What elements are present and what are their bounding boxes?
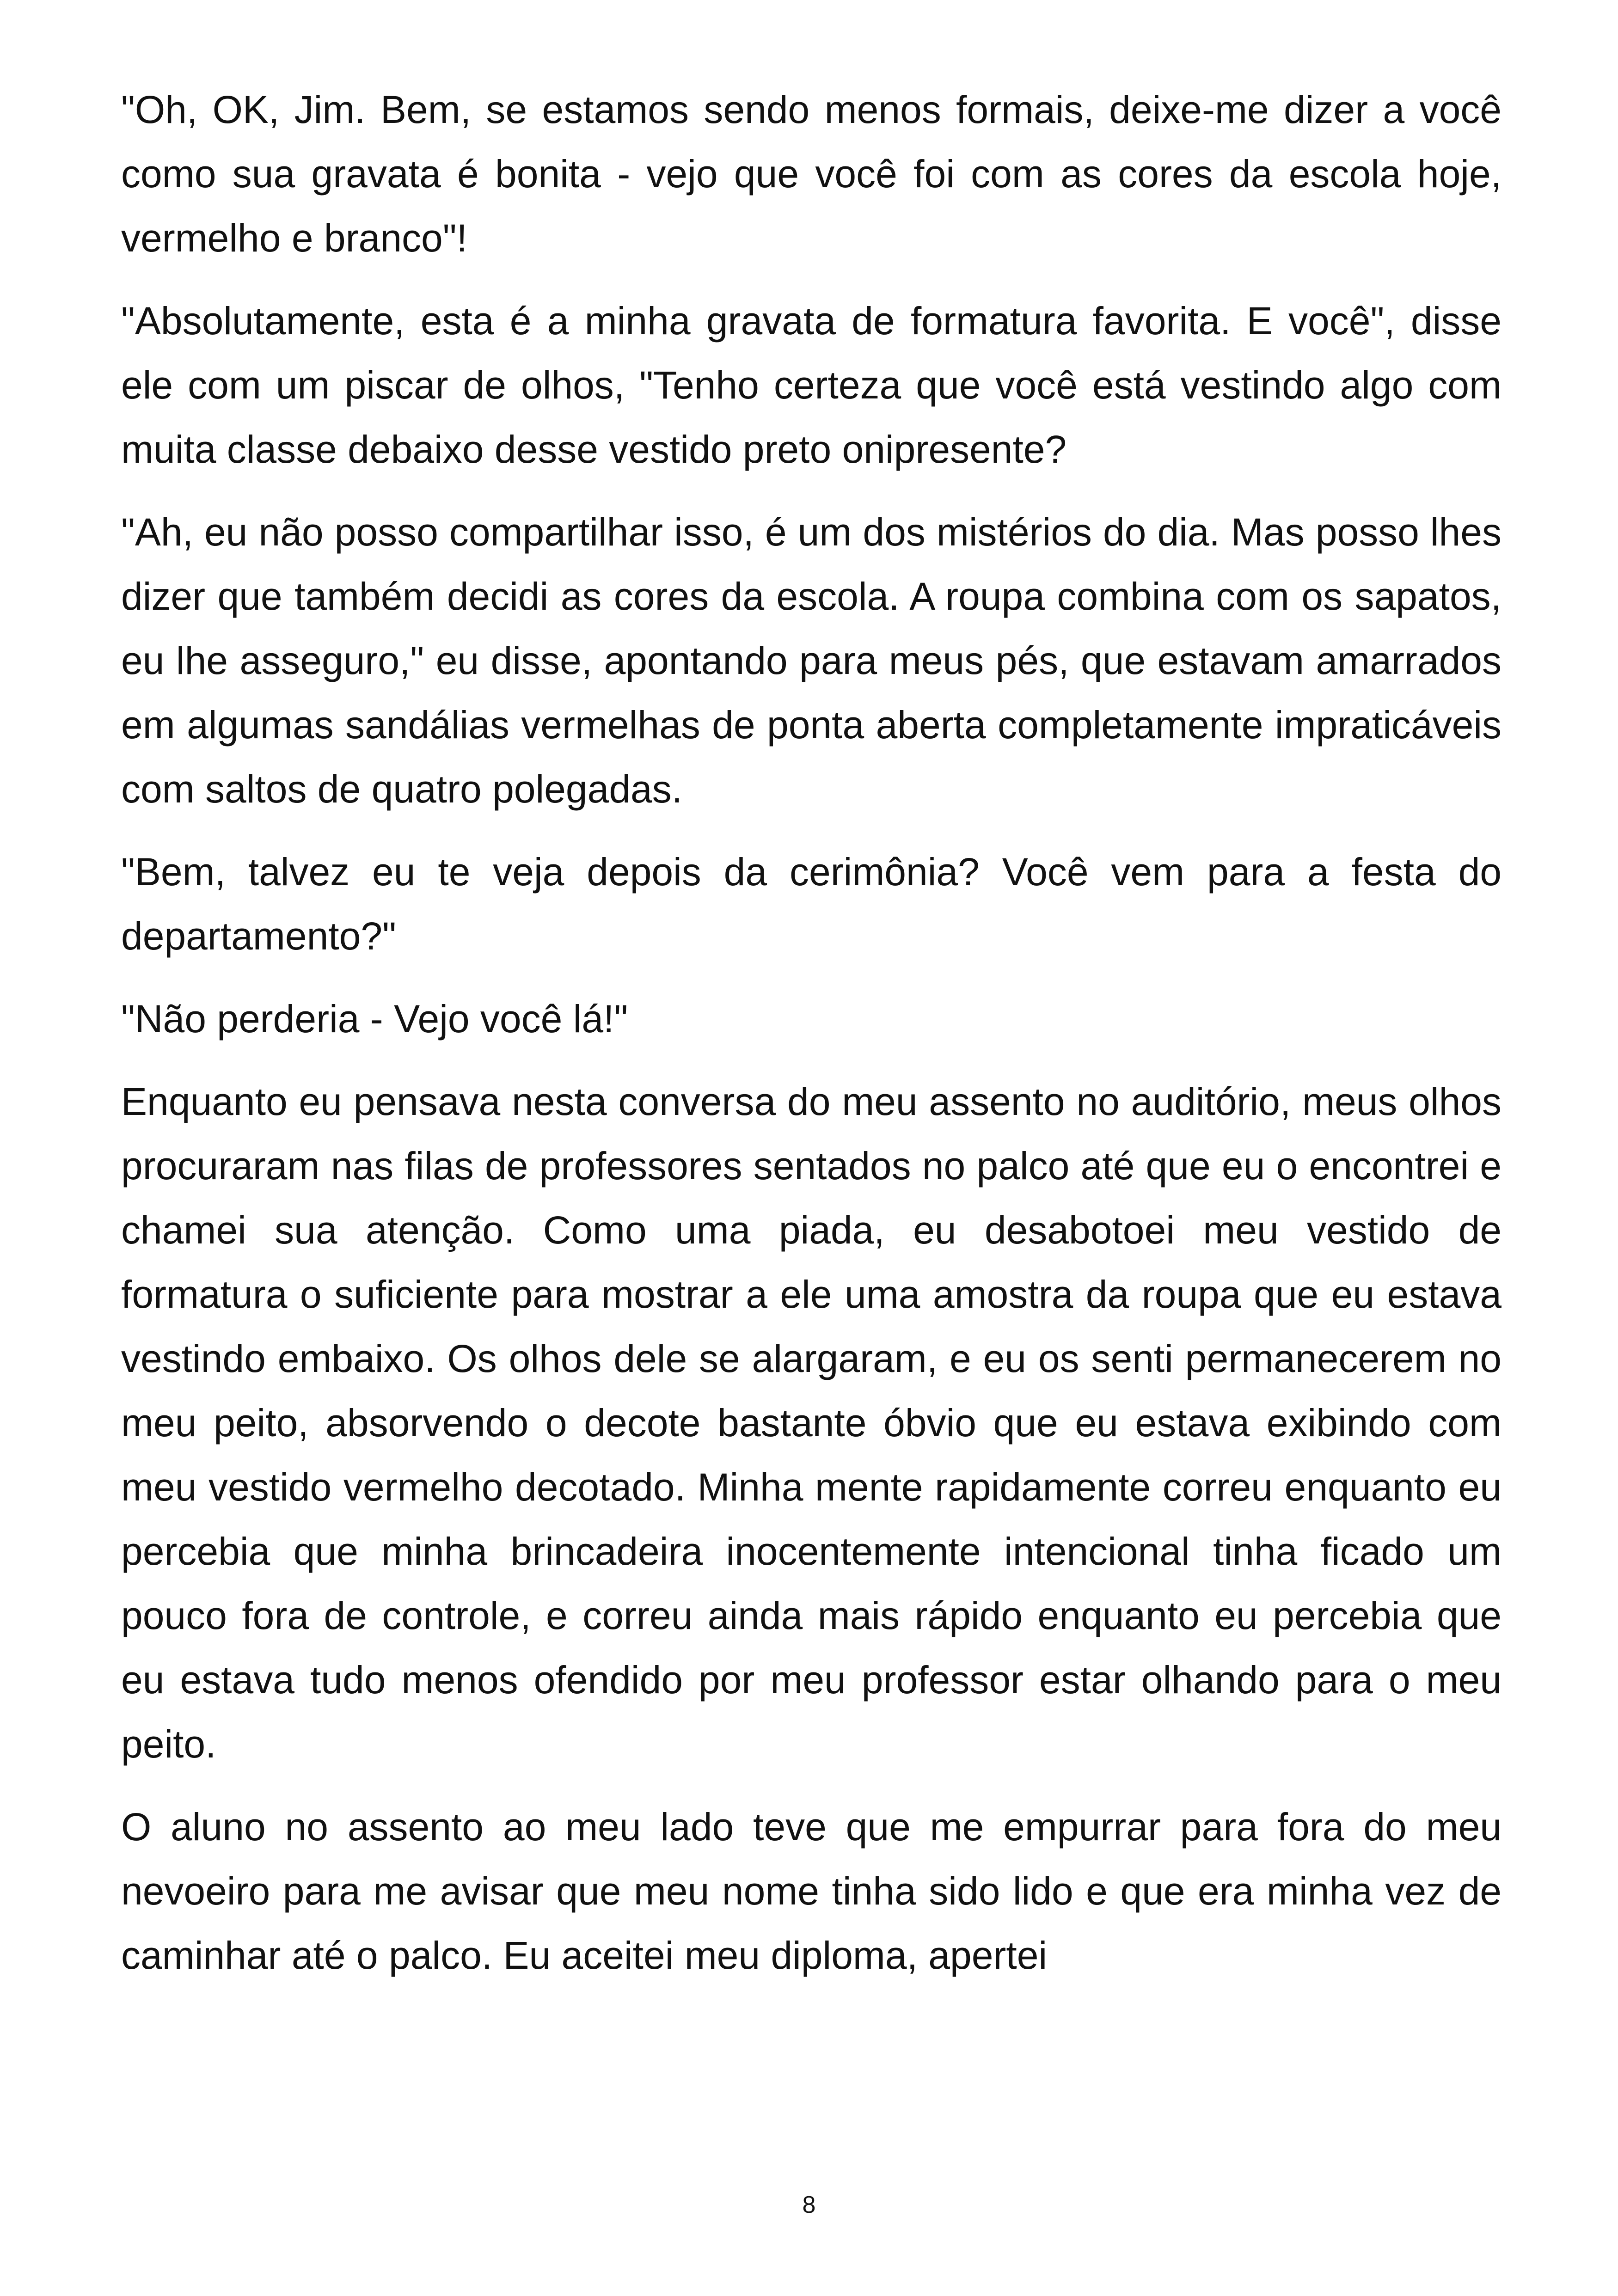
paragraph-6: Enquanto eu pensava nesta conversa do meu assento no auditório, meus olhos procuraram nas filas de professores sentados no palco até que eu o encontrei e chamei sua atenção. Como uma piada, eu desabotoei meu vestido de formatura o suficiente para mostrar a ele uma amostra da roupa que eu estava vestindo embaixo. Os olhos dele se alargaram, e eu os senti permanecerem no meu peito, absorvendo o decote bastante óbvio que eu estava exibindo com meu vestido vermelho decotado. Minha mente rapidamente correu enquanto eu percebia que minha brincadeira inocentemente intencional tinha ficado um pouco fora de controle, e correu ainda mais rápido enquanto eu percebia que eu estava tudo menos ofendido por meu professor estar olhando para o meu peito.	[121, 1080, 1502, 1766]
paragraph-4: "Bem, talvez eu te veja depois da cerimônia? Você vem para a festa do departamento?"	[121, 850, 1502, 958]
body-text	[121, 78, 1502, 2006]
paragraph-3: "Ah, eu não posso compartilhar isso, é um dos mistérios do dia. Mas posso lhes dizer que também decidi as cores da escola. A roupa combina com os sapatos, eu lhe asseguro," eu disse, apontando para meus pés, que estavam amarrados em algumas sandálias vermelhas de ponta aberta completamente impraticáveis com saltos de quatro polegadas.	[121, 510, 1502, 811]
paragraph-5: "Não perderia - Vejo você lá!"	[121, 997, 628, 1041]
paragraph-2: "Absolutamente, esta é a minha gravata de formatura favorita. E você", disse ele com um piscar de olhos, "Tenho certeza que você está vestindo algo com muita classe debaixo desse vestido preto onipresente?	[121, 299, 1502, 471]
page-number: 8	[802, 2192, 816, 2218]
paragraph-1: "Oh, OK, Jim. Bem, se estamos sendo menos formais, deixe-me dizer a você como sua gravata é bonita - vejo que você foi com as cores da escola hoje, vermelho e branco"!	[121, 88, 1502, 260]
paragraph-7: O aluno no assento ao meu lado teve que me empurrar para fora do meu nevoeiro para me avisar que meu nome tinha sido lido e que era minha vez de caminhar até o palco. Eu aceitei meu diploma, apertei	[121, 1805, 1502, 1977]
